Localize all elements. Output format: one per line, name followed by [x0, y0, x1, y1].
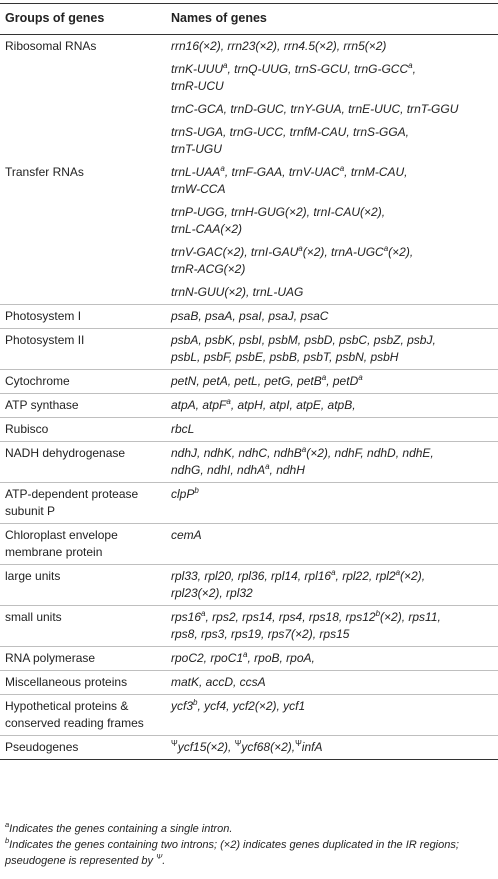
intron-marker: a [358, 373, 363, 382]
footnote-a [5, 821, 495, 837]
table-header-row [0, 4, 498, 35]
table-row [0, 394, 498, 418]
gene-names-line [171, 421, 496, 438]
table-body [0, 35, 498, 760]
gene-names-line [171, 609, 496, 626]
gene-names-cell [166, 161, 498, 201]
gene-names-line [171, 585, 496, 602]
intron-marker: a [408, 61, 413, 70]
gene-names-text: rpoC2, rpoC1 [171, 651, 244, 665]
gene-names-line [171, 486, 496, 503]
gene-names-text: trnL-UAA [171, 165, 221, 179]
gene-names-text: trnL-CAA(×2) [171, 222, 243, 236]
gene-group-cell: Chloroplast envelope membrane protein [0, 524, 166, 565]
intron-marker: a [226, 397, 231, 406]
intron-marker: b [194, 486, 199, 495]
pseudogene-symbol: Ψ [295, 739, 302, 748]
gene-names-text: , atpH, atpI, atpE, atpB, [230, 398, 356, 412]
footnote-a-marker: a [5, 820, 10, 829]
table-row [0, 35, 498, 59]
gene-names-text: rps16 [171, 610, 202, 624]
table-row [0, 121, 498, 161]
intron-marker: a [331, 568, 336, 577]
gene-group-cell: NADH dehydrogenase [0, 442, 166, 483]
gene-names-cell [166, 201, 498, 241]
gene-names-line [171, 124, 496, 141]
gene-group-cell: Rubisco [0, 418, 166, 442]
gene-group-cell [0, 241, 166, 281]
column-header-groups: Groups of genes [0, 4, 166, 35]
table-row [0, 161, 498, 201]
gene-names-cell [166, 241, 498, 281]
gene-names-cell [166, 329, 498, 370]
gene-names-text: trnC-GCA, trnD-GUC, trnY-GUA, trnE-UUC, trnT-GGU [171, 102, 459, 116]
gene-names-text: , rps2, rps14, rps4, rps18, rps12 [205, 610, 376, 624]
gene-names-cell [166, 736, 498, 760]
gene-names-line [171, 626, 496, 643]
intron-marker: a [201, 609, 206, 618]
gene-names-text: matK, accD, ccsA [171, 675, 266, 689]
gene-names-line [171, 397, 496, 414]
intron-marker: a [223, 61, 228, 70]
gene-names-line [171, 61, 496, 78]
gene-names-text: psbL, psbF, psbE, psbB, psbT, psbN, psbH [171, 350, 399, 364]
table-row [0, 524, 498, 565]
gene-names-text: trnP-UGG, trnH-GUG(×2), trnI-CAU(×2), [171, 205, 386, 219]
table-row [0, 565, 498, 606]
gene-names-cell [166, 695, 498, 736]
pseudogene-symbol: Ψ [234, 739, 242, 748]
table-row [0, 305, 498, 329]
gene-names-line [171, 674, 496, 691]
footnote-a-text: Indicates the genes containing a single intron. [9, 823, 233, 835]
gene-names-line [171, 462, 496, 479]
gene-group-cell: Photosystem II [0, 329, 166, 370]
gene-names-line [171, 698, 496, 715]
table-row [0, 671, 498, 695]
gene-names-text: rpl33, rpl20, rpl36, rpl14, rpl16 [171, 569, 332, 583]
table-row [0, 647, 498, 671]
intron-marker: a [395, 568, 401, 577]
gene-names-cell [166, 524, 498, 565]
intron-marker: b [375, 609, 381, 618]
gene-group-cell: Hypothetical proteins & conserved reading frames [0, 695, 166, 736]
gene-names-cell [166, 370, 498, 394]
gene-names-cell [166, 606, 498, 647]
gene-group-cell [0, 121, 166, 161]
gene-names-line [171, 221, 496, 238]
gene-names-text: , trnM-CAU, [344, 165, 408, 179]
gene-names-text: trnW-CCA [171, 182, 226, 196]
gene-names-text: , trnF-GAA, trnV-UAC [224, 165, 340, 179]
gene-group-cell: Pseudogenes [0, 736, 166, 760]
table-row [0, 370, 498, 394]
gene-group-cell [0, 281, 166, 305]
gene-names-text: trnT-UGU [171, 142, 222, 156]
gene-names-text: , petD [326, 374, 359, 388]
gene-group-cell [0, 98, 166, 121]
intron-marker: a [321, 373, 327, 382]
gene-names-line [171, 38, 496, 55]
gene-group-cell: Photosystem I [0, 305, 166, 329]
intron-marker: a [339, 164, 345, 173]
table-row [0, 58, 498, 98]
gene-names-cell [166, 98, 498, 121]
gene-names-text: rpl23(×2), rpl32 [171, 586, 253, 600]
gene-names-cell [166, 394, 498, 418]
gene-names-line [171, 141, 496, 158]
gene-names-text: ycf3 [171, 699, 194, 713]
gene-names-cell [166, 647, 498, 671]
gene-names-text: rrn16(×2), rrn23(×2), rrn4.5(×2), rrn5(×2) [171, 39, 387, 53]
intron-marker: a [298, 244, 303, 253]
table-row [0, 281, 498, 305]
gene-group-cell: small units [0, 606, 166, 647]
intron-marker: a [265, 462, 270, 471]
table-row [0, 606, 498, 647]
gene-names-line [171, 650, 496, 667]
gene-names-line [171, 78, 496, 95]
gene-names-text: , trnQ-UUG, trnS-GCU, trnG-GCC [227, 62, 409, 76]
gene-names-text: , ndhH [269, 463, 305, 477]
gene-names-line [171, 308, 496, 325]
gene-names-text: petN, petA, petL, petG, petB [171, 374, 322, 388]
gene-names-cell [166, 442, 498, 483]
gene-names-cell [166, 121, 498, 161]
gene-names-text: , rpoB, rpoA, [247, 651, 315, 665]
gene-names-line [171, 284, 496, 301]
gene-names-text: trnR-ACG(×2) [171, 262, 246, 276]
gene-names-text: , ycf4, ycf2(×2), ycf1 [197, 699, 306, 713]
gene-names-cell [166, 35, 498, 59]
table-footnotes [5, 821, 495, 869]
gene-group-cell: large units [0, 565, 166, 606]
gene-names-text: trnV-GAC(×2), trnI-GAU [171, 245, 299, 259]
gene-names-cell [166, 58, 498, 98]
intron-marker: a [383, 244, 389, 253]
gene-names-text: ycf15(×2), [177, 740, 235, 754]
footnote-b [5, 837, 495, 869]
gene-names-text: cemA [171, 528, 202, 542]
gene-names-text: trnK-UUU [171, 62, 224, 76]
footnote-b-text: Indicates the genes containing two introns; (×2) indicates genes duplicated in the IR regions; pseudogene is represented by [5, 839, 459, 867]
gene-names-text: (×2), [400, 569, 426, 583]
gene-group-cell: RNA polymerase [0, 647, 166, 671]
table-row [0, 98, 498, 121]
gene-names-text: ndhJ, ndhK, ndhC, ndhB [171, 446, 302, 460]
gene-names-line [171, 181, 496, 198]
gene-names-cell [166, 418, 498, 442]
gene-names-text: , rpl22, rpl2 [335, 569, 396, 583]
intron-marker: a [243, 650, 248, 659]
gene-group-cell: ATP-dependent protease subunit P [0, 483, 166, 524]
intron-marker: a [301, 445, 307, 454]
gene-names-text: ndhG, ndhI, ndhA [171, 463, 266, 477]
gene-names-text: , [412, 62, 416, 76]
gene-names-text: rps8, rps3, rps19, rps7(×2), rps15 [171, 627, 350, 641]
table-row [0, 329, 498, 370]
gene-group-cell: ATP synthase [0, 394, 166, 418]
gene-table [0, 3, 498, 760]
table-row [0, 736, 498, 760]
column-header-names: Names of genes [166, 4, 498, 35]
gene-names-text: ycf68(×2), [241, 740, 296, 754]
gene-names-line [171, 332, 496, 349]
table-row [0, 442, 498, 483]
pseudogene-symbol: Ψ [171, 739, 178, 748]
gene-group-cell: Cytochrome [0, 370, 166, 394]
footnote-b-marker: b [5, 836, 10, 845]
footnote-b-end: . [162, 855, 166, 867]
gene-names-line [171, 373, 496, 390]
gene-names-text: atpA, atpF [171, 398, 227, 412]
gene-names-line [171, 164, 496, 181]
gene-names-text: (×2), trnA-UGC [302, 245, 384, 259]
intron-marker: b [193, 698, 198, 707]
footnote-psi-symbol: Ψ [156, 852, 163, 861]
table-row [0, 201, 498, 241]
gene-names-cell [166, 671, 498, 695]
gene-names-line [171, 349, 496, 366]
gene-names-text: psbA, psbK, psbI, psbM, psbD, psbC, psbZ, psbJ, [171, 333, 436, 347]
gene-names-line [171, 445, 496, 462]
table-row [0, 695, 498, 736]
gene-names-line [171, 739, 496, 756]
intron-marker: a [220, 164, 225, 173]
gene-names-text: (×2), rps11, [380, 610, 441, 624]
gene-names-cell [166, 483, 498, 524]
gene-names-line [171, 101, 496, 118]
gene-names-text: infA [301, 740, 323, 754]
gene-group-cell [0, 58, 166, 98]
gene-names-line [171, 568, 496, 585]
table-row [0, 241, 498, 281]
gene-names-text: (×2), ndhF, ndhD, ndhE, [306, 446, 434, 460]
gene-group-cell: Ribosomal RNAs [0, 35, 166, 59]
table-row [0, 418, 498, 442]
gene-names-text: trnR-UCU [171, 79, 224, 93]
gene-names-cell [166, 281, 498, 305]
gene-names-line [171, 527, 496, 544]
gene-names-text: rbcL [171, 422, 195, 436]
gene-names-line [171, 244, 496, 261]
gene-names-text: (×2), [388, 245, 414, 259]
gene-group-cell [0, 201, 166, 241]
gene-group-cell: Transfer RNAs [5, 165, 84, 179]
gene-names-text: clpP [171, 487, 195, 501]
gene-names-line [171, 204, 496, 221]
gene-names-line [171, 261, 496, 278]
gene-names-cell [166, 305, 498, 329]
table-row [0, 483, 498, 524]
gene-names-text: psaB, psaA, psaI, psaJ, psaC [171, 309, 329, 323]
gene-names-cell [166, 565, 498, 606]
gene-names-text: trnN-GUU(×2), trnL-UAG [171, 285, 304, 299]
gene-names-text: trnS-UGA, trnG-UCC, trnfM-CAU, trnS-GGA, [171, 125, 410, 139]
gene-group-cell: Miscellaneous proteins [0, 671, 166, 695]
